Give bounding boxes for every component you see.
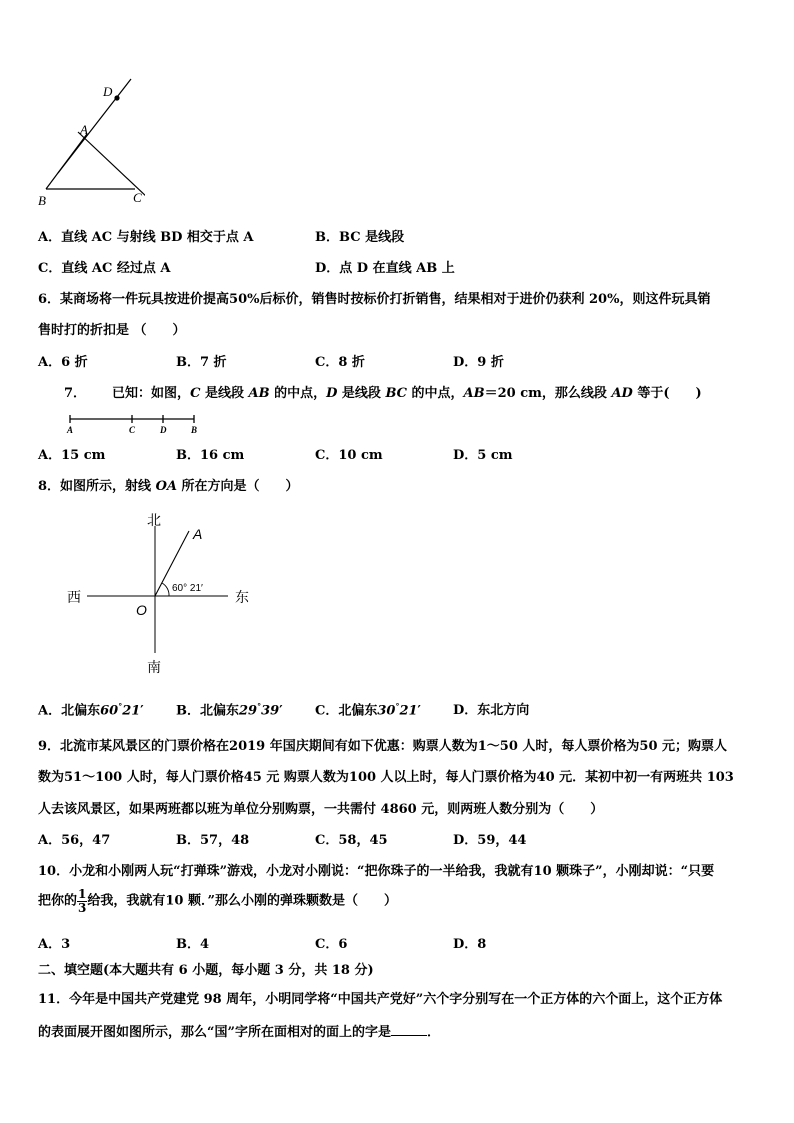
q11-text: 的表面展开图如图所示，那么“国”字所在面相对的面上的字是 [38,1025,391,1040]
q10-option-b: B．4 [176,937,210,952]
q8-option-c-minutes: 21 [399,703,418,719]
q10-text: 给我，我就有10 颗．”那么小刚的弹珠颗数是（ ） [87,893,397,909]
q6-option-d: D．9 折 [453,355,504,370]
q8-option-b: B．北偏东29°39′ [176,701,283,719]
q7-text: 是线段 [337,386,386,401]
q8-option-b-degrees: 29 [239,703,258,719]
q8-option-b-minutes: 39 [261,703,280,719]
q7-number: 7． [64,386,87,401]
q7-text: 已知：如图， [112,386,191,401]
q10-fraction [77,888,87,914]
q7-var-ab: AB [248,386,270,401]
q8-option-b-text: B．北偏东 [176,703,239,719]
q7-var-ab: AB [463,386,485,401]
q7-option-c: C．10 cm [315,448,383,463]
label-a: A [193,526,203,542]
q7-var-d: D [326,386,338,401]
q6-text-line2: 售时打的折扣是 （ ） [38,323,186,338]
label-c: C [133,190,142,205]
q7-var-c: C [190,386,201,401]
seg-label-b: B [191,425,198,435]
q5-figure [30,72,145,212]
q9-option-a: A．56，47 [38,833,111,848]
seg-label-c: C [129,425,136,435]
q8-var-oa: OA [155,479,177,494]
q7-text: 等于( ) [632,386,702,401]
answer-blank[interactable] [391,1024,427,1036]
q8-option-a-text: A．北偏东 [38,703,101,719]
label-a: A [80,122,88,137]
q9-option-b: B．57，48 [176,833,250,848]
q5-option-c: C．直线 AC 经过点 A [38,261,171,276]
q10-option-a: A．3 [38,937,71,952]
q7-text: ＝20 cm，那么线段 [484,386,612,401]
seg-label-d: D [160,425,167,435]
q10-text: 把你的 [38,893,78,909]
angle-label: 60° 21′ [172,583,203,594]
q7-text: 是线段 [200,386,249,401]
fraction-numerator: 1 [78,887,87,901]
q7-option-a: A．15 cm [38,448,106,463]
q8-option-d: D．东北方向 [453,703,530,718]
q8-option-a-minutes: 21 [122,703,141,719]
q10-option-d: D．8 [453,937,487,952]
q6-text-line1: 6．某商场将一件玩具按进价提高50%后标价，销售时按标价打折销售，结果相对于进价仍获利 20%，则这件玩具销 [38,292,711,307]
q9-text-line2: 数为51～100 人时，每人门票价格45 元 购票人数为100 人以上时，每人门票价格为40 元．某初中初一有两班共 103 [38,770,734,785]
direction-west: 西 [67,589,81,605]
label-b: B [38,193,46,208]
label-origin-o: O [136,602,147,618]
angle-arc [162,583,169,596]
q6-option-a: A．6 折 [38,355,88,370]
q5-option-d: D．点 D 在直线 AB 上 [315,261,455,276]
q8-option-c-degrees: 30 [377,703,396,719]
q9-text-line3: 人去该风景区，如果两班都以班为单位分别购票，一共需付 4860 元，则两班人数分别为（ ） [38,802,604,817]
segment-a-b [46,134,87,189]
line-a-c [78,132,145,198]
seg-label-a: A [67,425,74,435]
point-d [114,95,119,100]
q7-text: 的中点， [407,386,464,401]
label-d: D [103,84,113,99]
q7-stem [64,387,702,400]
q10-option-c: C．6 [315,937,348,952]
q5-option-b: B．BC 是线段 [315,230,405,245]
q8-option-c-prime: ′ [417,703,421,719]
q9-option-d: D．59，44 [453,833,527,848]
q9-text-line1: 9．北流市某风景区的门票价格在2019 年国庆期间有如下优惠：购票人数为1～50 人时，每人票价格为50 元；购票人 [38,739,728,754]
line-ac-extended [130,80,145,200]
q8-option-c: C．北偏东30°21′ [315,701,421,719]
q11-text: ． [426,1025,440,1040]
q5-option-a: A．直线 AC 与射线 BD 相交于点 A [38,230,254,245]
q8-option-c-text: C．北偏东 [315,703,378,719]
fraction-denominator: 3 [78,900,87,915]
q7-var-bc: BC [385,386,408,401]
q7-option-d: D．5 cm [453,448,513,463]
q8-option-b-prime: ′ [279,703,283,719]
q11-text-line1: 11．今年是中国共产党建党 98 周年，小明同学将“中国共产党好”六个字分别写在一个正方体的六个面上，这个正方体 [38,992,723,1007]
q7-segment-figure [64,414,204,436]
q10-text-line1: 10．小龙和小刚两人玩“打弹珠”游戏，小龙对小刚说：“把你珠子的一半给我，我就有10 颗珠子”，小刚却说：“只要 [38,864,715,879]
q6-option-b: B．7 折 [176,355,227,370]
q6-option-c: C．8 折 [315,355,365,370]
q8-text: 8．如图所示，射线 [38,479,156,494]
q11-text-line2 [38,1024,440,1039]
direction-south: 南 [147,659,161,675]
q8-text: 所在方向是（ ） [177,479,299,494]
q8-option-a: A．北偏东60°21′ [38,701,144,719]
direction-east: 东 [235,589,249,605]
section-heading-fill-in: 二、填空题(本大题共有 6 小题，每小题 3 分，共 18 分) [38,963,374,978]
q8-stem [38,480,299,493]
q7-option-b: B．16 cm [176,448,245,463]
q8-option-a-degrees: 60 [100,703,119,719]
q7-var-ad: AD [611,386,633,401]
q10-text-line2 [38,888,397,914]
q9-option-c: C．58，45 [315,833,388,848]
direction-north: 北 [147,512,161,528]
q8-compass-figure [60,508,260,678]
q7-text: 的中点， [269,386,327,401]
q8-option-a-prime: ′ [140,703,144,719]
